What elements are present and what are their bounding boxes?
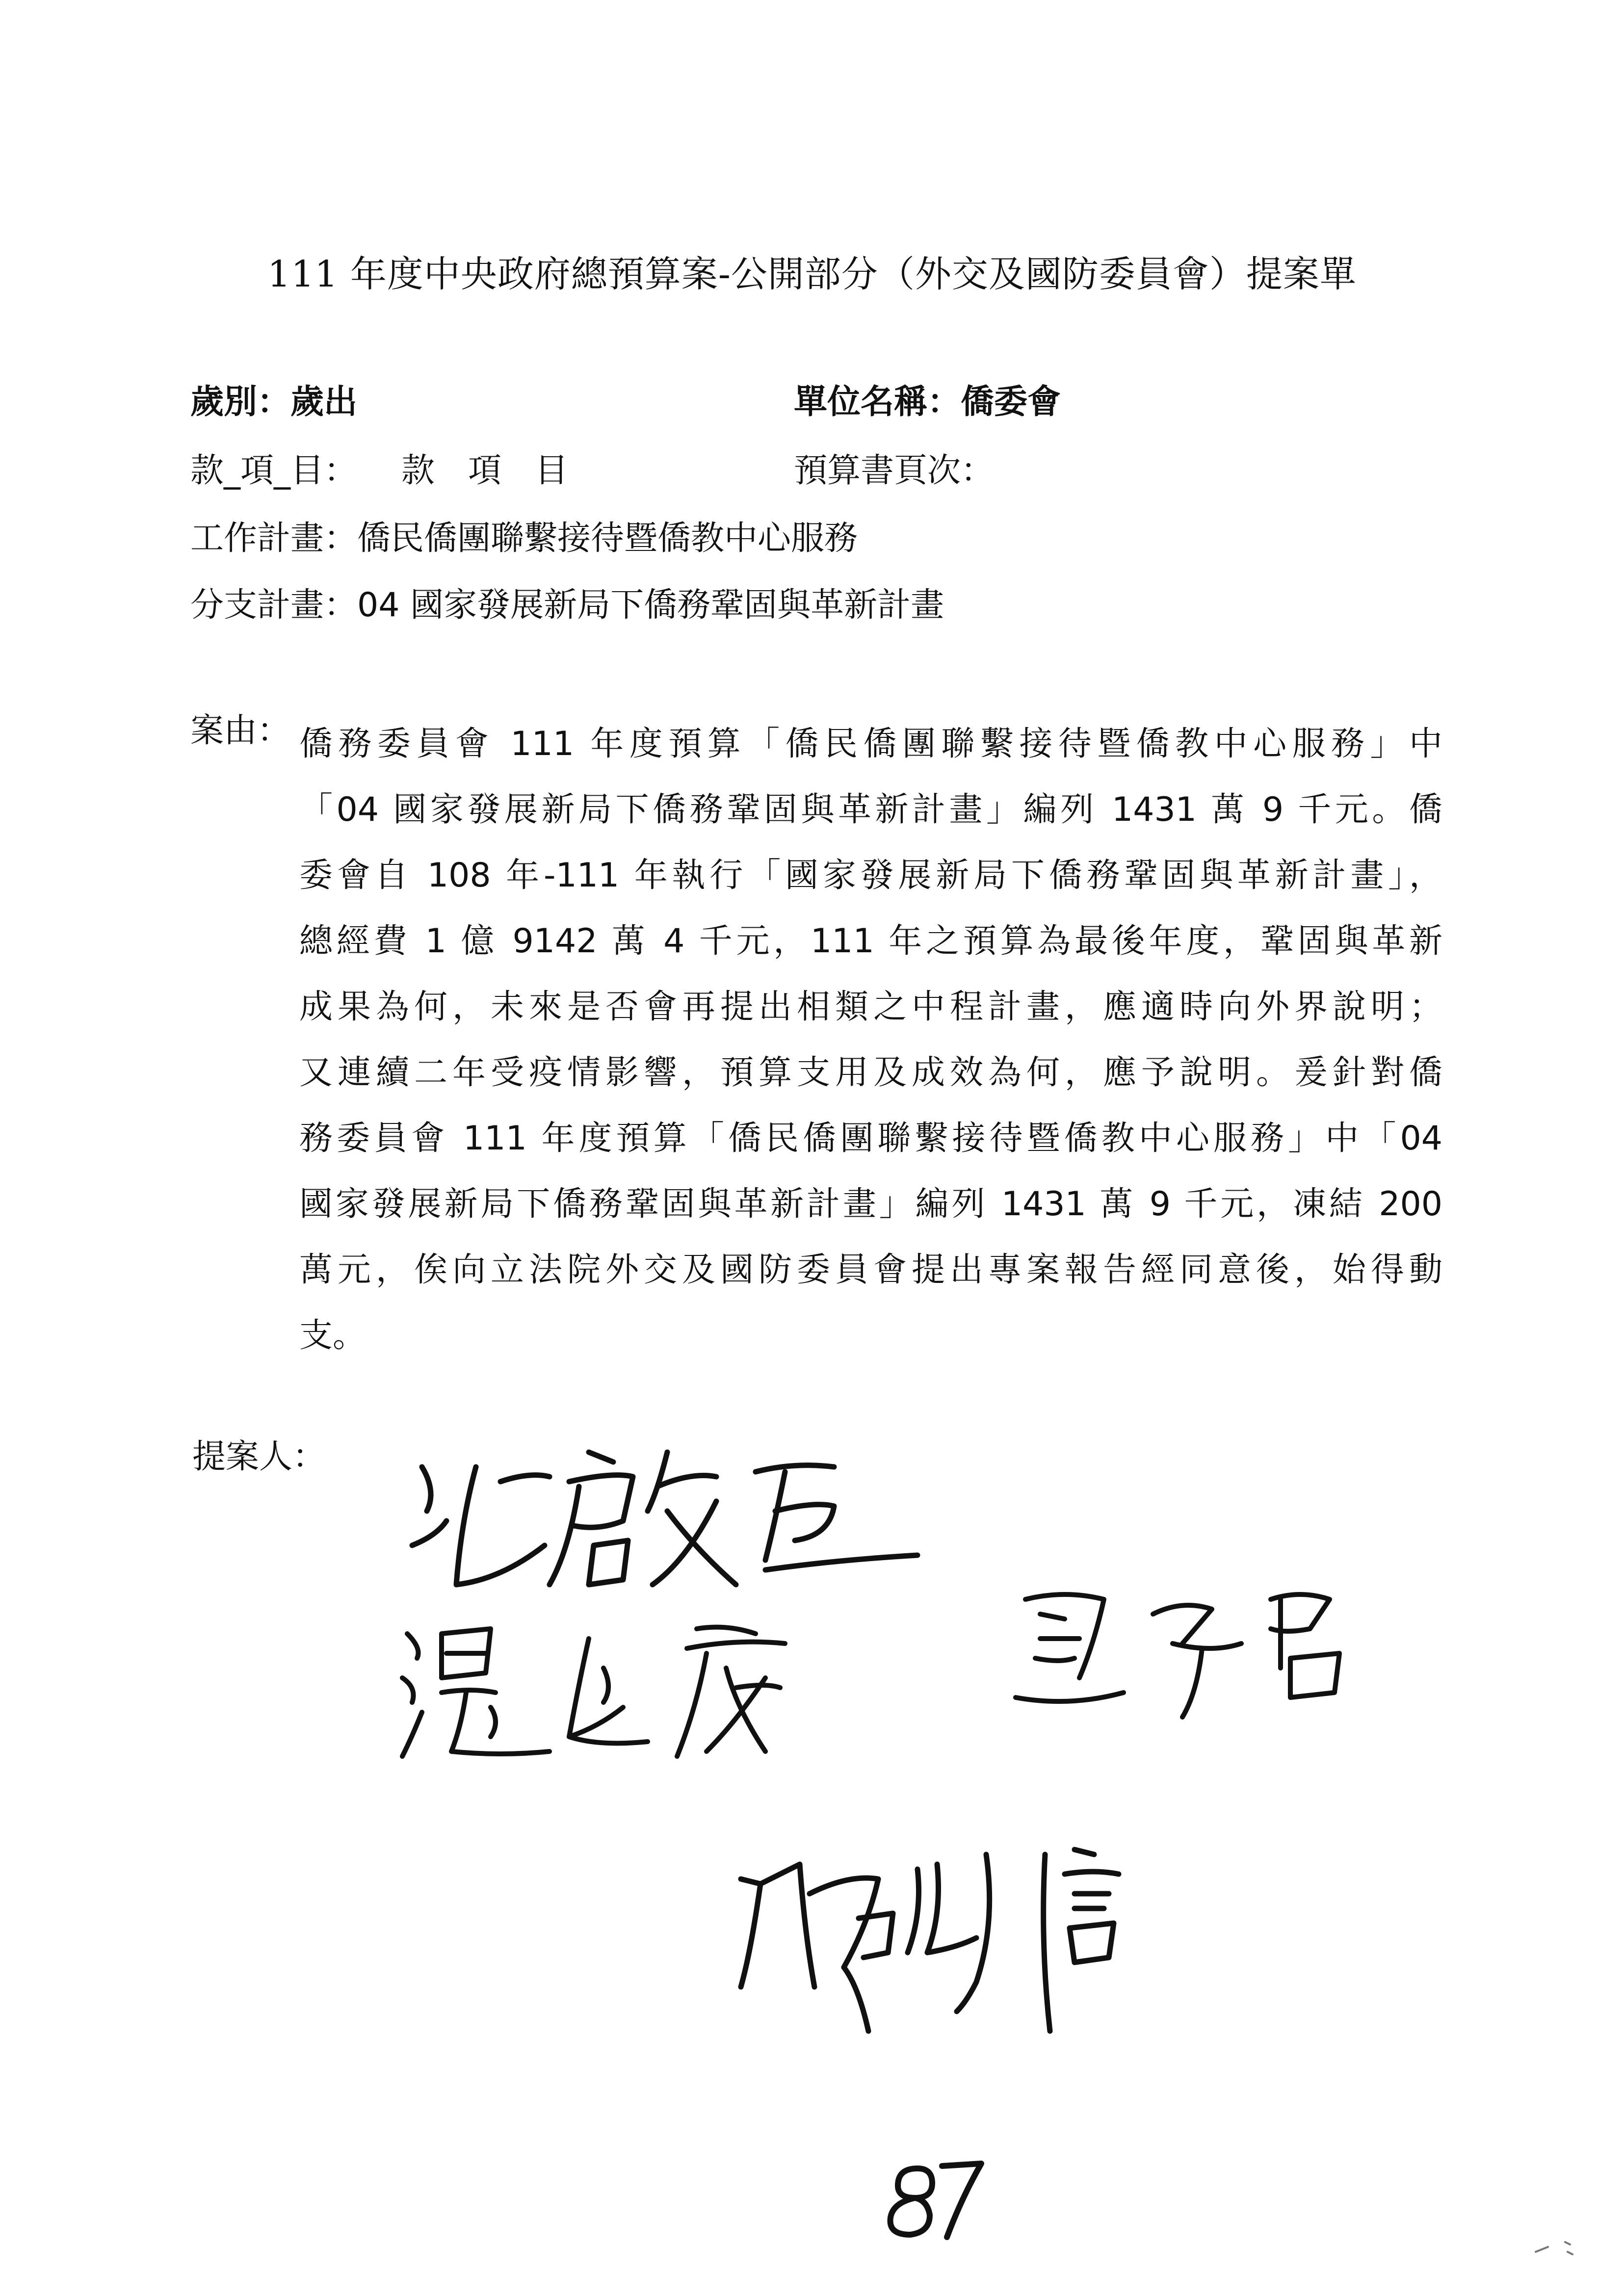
item-label: 款_項_目： [190, 451, 358, 490]
case-line: 又連續二年受疫情影響，預算支用及成效為何，應予說明。爰針對僑 [299, 1053, 1442, 1092]
item-value: 款 項 目 [401, 451, 569, 490]
case-line: 支。 [299, 1316, 367, 1355]
sub-plan-field [190, 586, 944, 625]
category-value: 歲出 [290, 383, 358, 421]
signature-3 [1006, 1570, 1398, 1732]
case-line: 「04 國家發展新局下僑務鞏固與革新計畫」編列 1431 萬 9 千元。僑 [299, 790, 1442, 829]
case-line: 務委員會 111 年度預算「僑民僑團聯繫接待暨僑教中心服務」中「04 [299, 1119, 1442, 1158]
item-field [190, 451, 568, 491]
case-line: 萬元，俟向立法院外交及國防委員會提出專案報告經同意後，始得動 [299, 1251, 1442, 1289]
unit-label: 單位名稱： [794, 383, 961, 421]
page-number [873, 2149, 991, 2249]
category-field [190, 383, 357, 422]
category-label: 歲別： [190, 383, 291, 421]
sub-plan-label: 分支計畫： [190, 586, 358, 625]
case-body [299, 711, 1442, 1369]
signature-4 [731, 1825, 1202, 2051]
document-title: 111 年度中央政府總預算案-公開部分（外交及國防委員會）提案單 [267, 253, 1357, 295]
case-line: 國家發展新局下僑務鞏固與革新計畫」編列 1431 萬 9 千元，凍結 200 [299, 1185, 1442, 1224]
work-plan-value: 僑民僑團聯繫接待暨僑教中心服務 [357, 519, 858, 558]
budget-page-field [794, 451, 994, 491]
unit-field [794, 383, 1061, 422]
case-line: 成果為何，未來是否會再提出相類之中程計畫，應適時向外界說明； [299, 988, 1442, 1026]
case-line: 僑務委員會 111 年度預算「僑民僑團聯繫接待暨僑教中心服務」中 [299, 725, 1442, 763]
proposer-label: 提案人： [192, 1437, 326, 1476]
sub-plan-value: 04 國家發展新局下僑務鞏固與革新計畫 [357, 586, 944, 625]
case-line: 總經費 1 億 9142 萬 4 千元，111 年之預算為最後年度，鞏固與革新 [299, 922, 1442, 961]
unit-value: 僑委會 [961, 383, 1061, 421]
case-label: 案由： [190, 711, 291, 750]
signature-1 [402, 1423, 932, 1629]
signature-2 [393, 1609, 834, 1771]
case-line: 委會自 108 年-111 年執行「國家發展新局下僑務鞏固與革新計畫」， [299, 856, 1442, 895]
work-plan-field [190, 519, 858, 558]
work-plan-label: 工作計畫： [190, 519, 358, 558]
scan-mark [1531, 2232, 1590, 2264]
budget-page-label: 預算書頁次： [794, 451, 995, 490]
